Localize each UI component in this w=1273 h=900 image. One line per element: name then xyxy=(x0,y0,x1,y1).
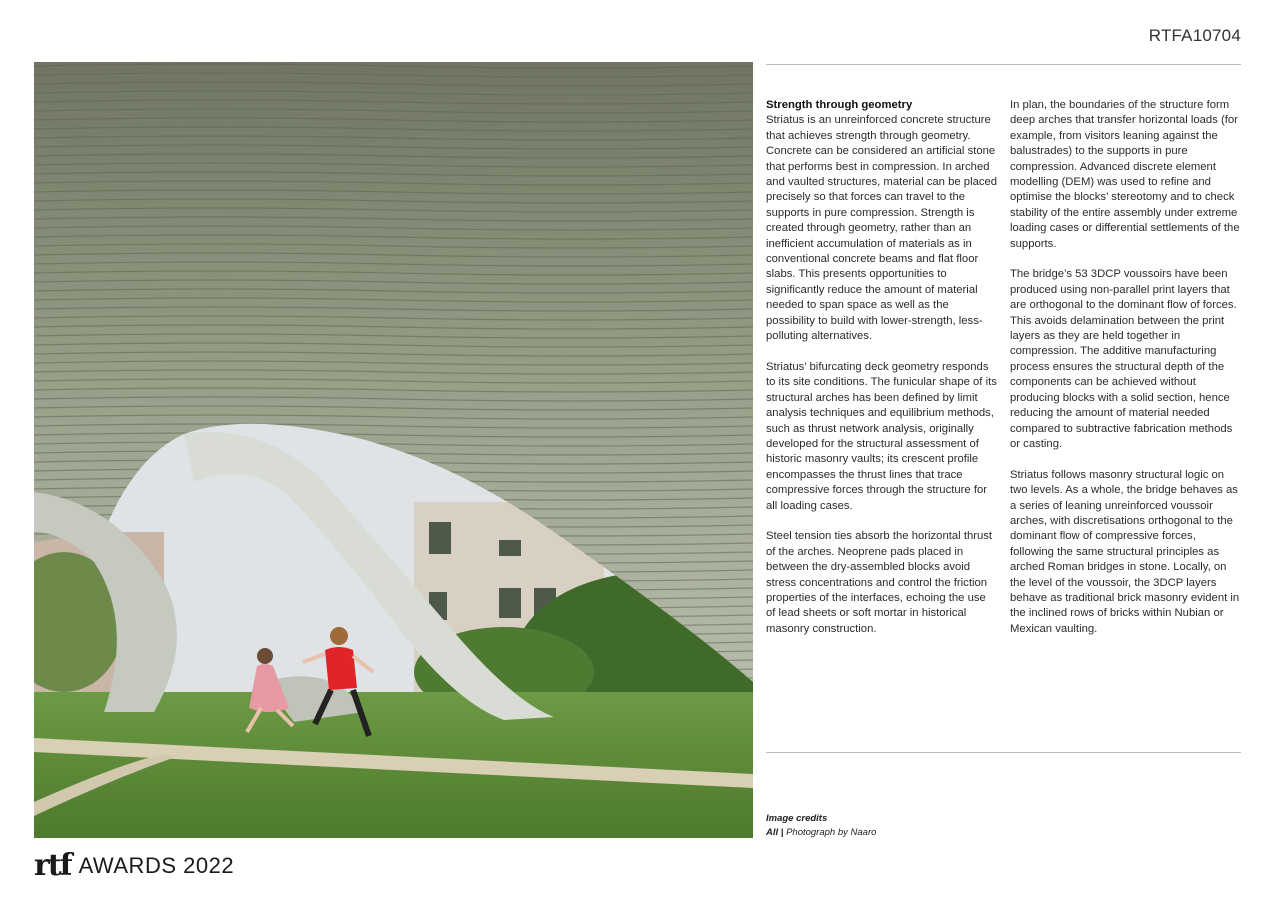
rtf-awards-logo xyxy=(34,848,234,884)
section-heading: Strength through geometry xyxy=(766,99,913,111)
paragraph: Striatus follows masonry structural logic on two levels. As a whole, the bridge behaves as a series of leaning unreinforced voussoir arches, with discretisations orthogonal to the dominant flow of compressive forces, following the same structural principles as arched Roman bridges in stone. Locally, on the level of the voussoir, the 3DCP layers behave as traditional brick masonry evident in the inclined rows of bricks within Nubian or Mexican vaulting. xyxy=(1010,468,1240,635)
logo-mark: rtf xyxy=(34,848,71,883)
document-id: RTFA10704 xyxy=(1148,26,1241,45)
credits-line xyxy=(766,826,876,840)
paragraph: The bridge’s 53 3DCP voussoirs have been produced using non-parallel print layers that are orthogonal to the dominant flow of forces. This avoids delamination between the print layers as they are held together in compression. The additive manufacturing process ensures the structural depth of the components can be achieved without producing blocks with a solid section, hence reducing the amount of material needed compared to subtractive fabrication methods or casting. xyxy=(1010,268,1237,450)
paragraph: Striatus’ bifurcating deck geometry responds to its site conditions. The funicular shape of its structural arches has been defined by limit analysis techniques and equilibrium methods, such as thrust network analysis, originally developed for the structural assessment of historic masonry vaults; its crescent profile encompasses the thrust lines that trace compressive forces through the structure for all loading cases. xyxy=(766,360,997,512)
article-column-right xyxy=(1010,98,1242,653)
top-divider xyxy=(766,64,1241,65)
article-column-left xyxy=(766,98,998,653)
logo-text: AWARDS 2022 xyxy=(78,853,235,878)
bottom-divider xyxy=(766,752,1241,753)
paragraph: Striatus is an unreinforced concrete structure that achieves strength through geometry. Concrete can be considered an artificial stone that performs best in compression. In arched and vaulted structures, material can be placed precisely so that forces can travel to the supports in pure compression. Strength is created through geometry, rather than an inefficient accumulation of materials as in conventional concrete beams and flat floor slabs. This presents opportunities to significantly reduce the amount of material needed to span space as well as the possibility to build with lower-strength, less-polluting alternatives. xyxy=(766,114,998,343)
credits-scope: All | xyxy=(766,826,784,838)
photo-illustration xyxy=(34,62,753,838)
project-photo xyxy=(34,62,753,838)
paragraph: Steel tension ties absorb the horizontal thrust of the arches. Neoprene pads placed in between the dry-assembled blocks avoid stress concentrations and control the friction properties of the interfaces, echoing the use of lead sheets or soft mortar in historical masonry construction. xyxy=(766,530,993,635)
credits-text: Photograph by Naaro xyxy=(783,826,877,838)
image-credits xyxy=(766,812,876,839)
paragraph: In plan, the boundaries of the structure form deep arches that transfer horizontal loads (for example, from visitors leaning against the balustrades) to the supports in pure compression. Advanced discrete element modelling (DEM) was used to refine and optimise the blocks’ stereotomy and to check stability of the entire assembly under extreme loading cases or differential settlements of the supports. xyxy=(1010,99,1240,250)
credits-heading: Image credits xyxy=(766,813,828,824)
